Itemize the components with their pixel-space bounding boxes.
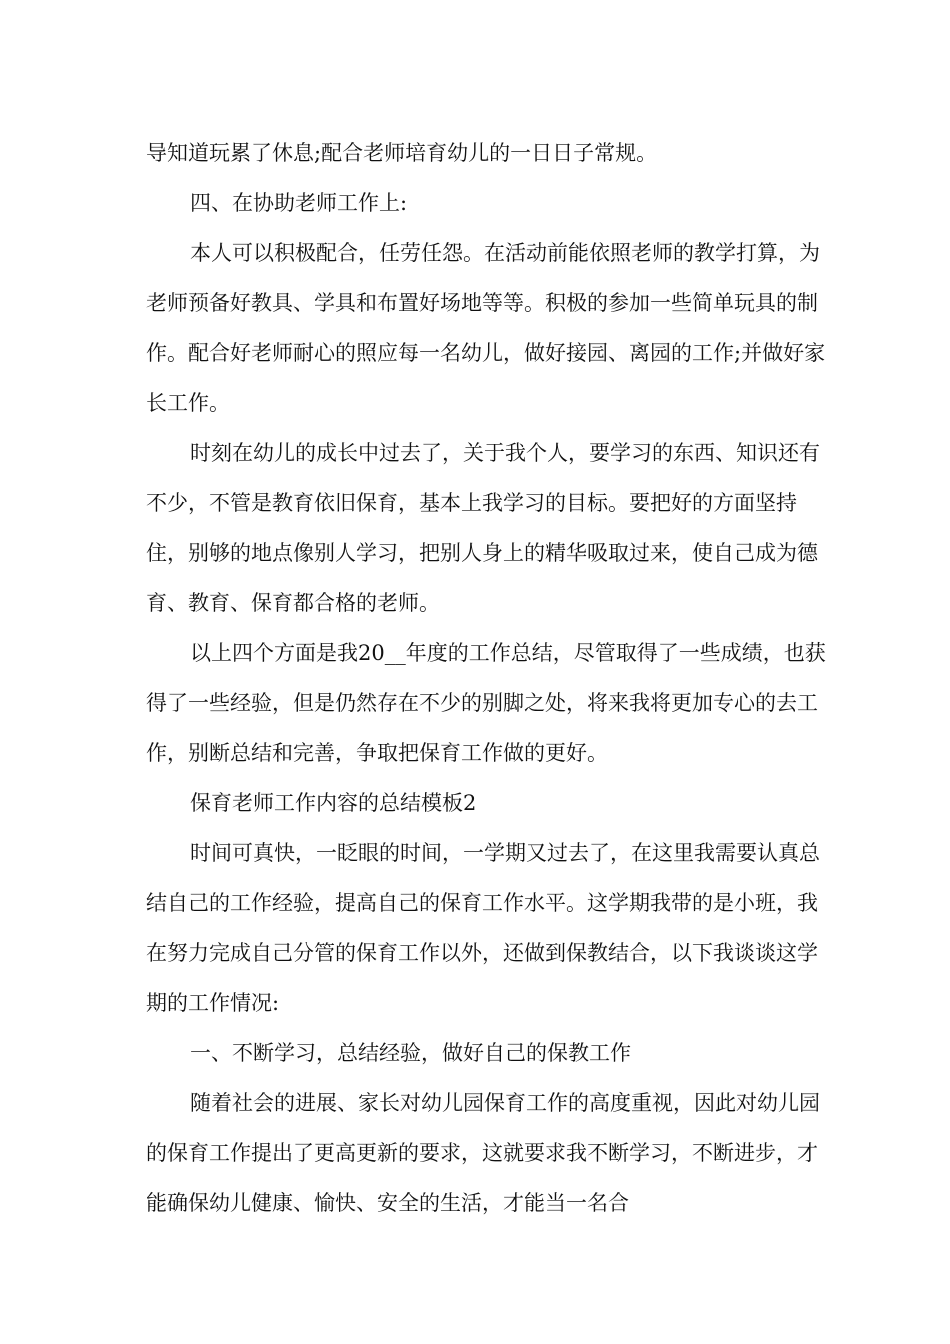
section-heading-one: 一、不断学习，总结经验，做好自己的保教工作 [190,1041,631,1065]
paragraph-society: 随着社会的进展、家长对幼儿园保育工作的高度重视，因此对幼儿园的保育工作提出了更高更新的要求，这就要求我不断学习，不断进步，才能确保幼儿健康、愉快、安全的生活，才能当一名合 [146,1091,820,1215]
template-title: 保育老师工作内容的总结模板2 [190,791,477,815]
paragraph-cooperation: 本人可以积极配合，任劳任怨。在活动前能依照老师的教学打算，为老师预备好教具、学具和布置好场地等等。积极的参加一些简单玩具的制作。配合好老师耐心的照应每一名幼儿，做好接园、离园的工作;并做好家长工作。 [146,241,826,415]
paragraph-intro: 时间可真快，一眨眼的时间，一学期又过去了，在这里我需要认真总结自己的工作经验，提高自己的保育工作水平。这学期我带的是小班，我在努力完成自己分管的保育工作以外，还做到保教结合，以下我谈谈这学期的工作情况: [146,841,820,1015]
paragraph-summary: 以上四个方面是我20__年度的工作总结，尽管取得了一些成绩，也获得了一些经验，但是仍然存在不少的别脚之处，将来我将更加专心的去工作，别断总结和完善，争取把保育工作做的更好。 [146,641,826,765]
paragraph-personal-growth: 时刻在幼儿的成长中过去了，关于我个人，要学习的东西、知识还有不少，不管是教育依旧保育，基本上我学习的目标。要把好的方面坚持住，别够的地点像别人学习，把别人身上的精华吸取过来，使自己成为德育、教育、保育都合格的老师。 [146,441,820,615]
section-heading-four: 四、在协助老师工作上: [190,191,408,215]
paragraph-continuation: 导知道玩累了休息;配合老师培育幼儿的一日日子常规。 [146,141,658,165]
document-body [146,128,826,1228]
